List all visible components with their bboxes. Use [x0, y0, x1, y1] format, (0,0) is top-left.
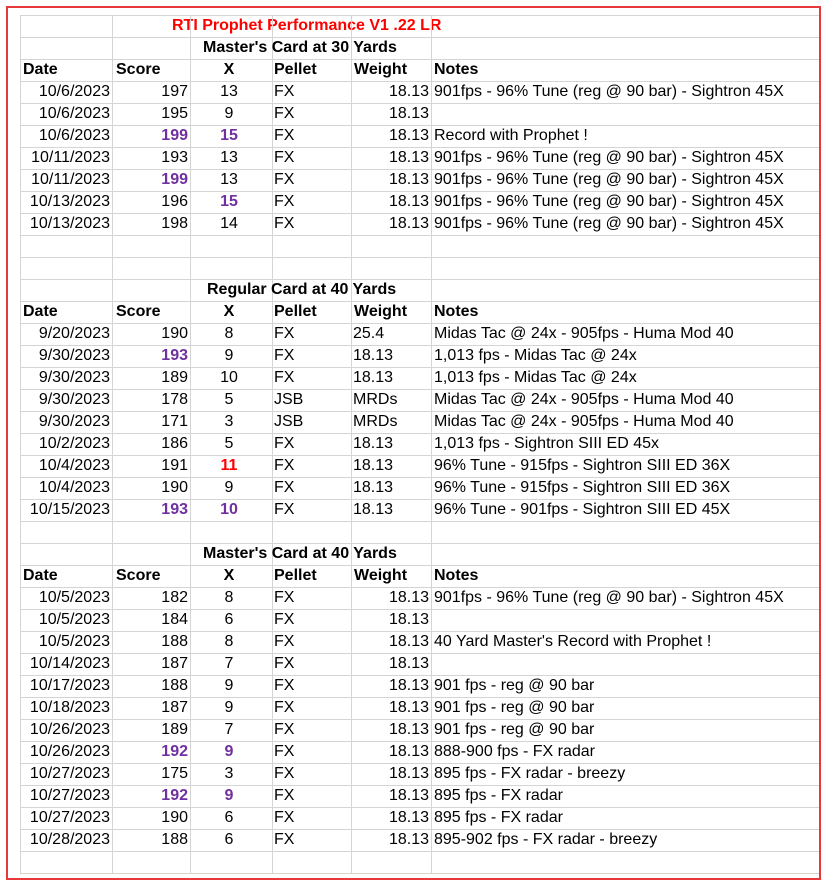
cell-weight[interactable]: 18.13 [388, 677, 429, 694]
cell-date[interactable]: 9/30/2023 [38, 369, 110, 386]
cell-x[interactable]: 10 [220, 369, 238, 386]
header-pellet: Pellet [274, 61, 317, 78]
cell-score[interactable]: 192 [161, 743, 188, 760]
table-row[interactable] [20, 433, 820, 455]
cell-date[interactable]: 9/30/2023 [38, 347, 110, 364]
cell-score[interactable]: 191 [161, 457, 188, 474]
cell-notes[interactable]: 901fps - 96% Tune (reg @ 90 bar) - Sightron 45X [434, 193, 784, 210]
cell-pellet[interactable]: FX [274, 369, 295, 386]
cell-score[interactable]: 189 [161, 369, 188, 386]
table-row[interactable] [20, 653, 820, 675]
cell-pellet[interactable]: FX [274, 347, 295, 364]
spreadsheet [20, 15, 820, 873]
cell-weight[interactable]: 18.13 [388, 611, 429, 628]
column-header-row [20, 565, 820, 587]
table-row[interactable] [20, 477, 820, 499]
cell-x[interactable]: 13 [220, 171, 238, 188]
table-row[interactable] [20, 829, 820, 851]
table-row[interactable] [20, 455, 820, 477]
cell-pellet[interactable]: FX [274, 633, 295, 650]
cell-score[interactable]: 195 [161, 105, 188, 122]
column-header-row [20, 59, 820, 81]
cell-x[interactable]: 7 [224, 655, 234, 672]
table-row[interactable] [20, 741, 820, 763]
cell-weight[interactable]: 18.13 [388, 809, 429, 826]
cell-weight[interactable]: 18.13 [388, 149, 429, 166]
cell-x[interactable]: 9 [224, 787, 234, 804]
header-notes: Notes [434, 303, 479, 320]
cell-notes[interactable]: 901 fps - reg @ 90 bar [434, 677, 595, 694]
table-row[interactable] [20, 631, 820, 653]
cell-weight[interactable]: 18.13 [388, 787, 429, 804]
cell-notes[interactable]: 901fps - 96% Tune (reg @ 90 bar) - Sightron 45X [434, 149, 784, 166]
cell-x[interactable]: 9 [224, 347, 234, 364]
header-notes: Notes [434, 567, 479, 584]
cell-notes[interactable]: Record with Prophet ! [434, 127, 588, 144]
table-row[interactable] [20, 147, 820, 169]
cell-notes[interactable]: 895-902 fps - FX radar - breezy [434, 831, 658, 848]
column-header-row [20, 301, 820, 323]
cell-weight[interactable]: 18.13 [353, 479, 394, 496]
section-title: Master's Card at 30 Yards [203, 39, 397, 56]
cell-pellet[interactable]: FX [274, 787, 295, 804]
cell-weight[interactable]: 18.13 [388, 171, 429, 188]
cell-score[interactable]: 190 [161, 809, 188, 826]
cell-weight[interactable]: 18.13 [388, 83, 429, 100]
cell-date[interactable]: 10/27/2023 [29, 765, 110, 782]
cell-notes[interactable]: 901fps - 96% Tune (reg @ 90 bar) - Sightron 45X [434, 171, 784, 188]
cell-pellet[interactable]: JSB [274, 391, 304, 408]
cell-x[interactable]: 9 [224, 699, 234, 716]
cell-x[interactable]: 15 [220, 127, 238, 144]
cell-x[interactable]: 8 [224, 589, 234, 606]
header-x: X [223, 567, 235, 584]
cell-date[interactable]: 10/5/2023 [38, 589, 110, 606]
cell-score[interactable]: 188 [161, 831, 188, 848]
cell-notes[interactable]: 96% Tune - 915fps - Sightron SIII ED 36X [434, 457, 731, 474]
header-date: Date [23, 567, 58, 584]
table-row[interactable] [20, 213, 820, 235]
cell-date[interactable]: 10/6/2023 [38, 83, 110, 100]
cell-date[interactable]: 10/4/2023 [38, 479, 110, 496]
cell-x[interactable]: 5 [224, 435, 234, 452]
table-row[interactable] [20, 345, 820, 367]
cell-date[interactable]: 10/5/2023 [38, 611, 110, 628]
header-pellet: Pellet [274, 567, 317, 584]
cell-x[interactable]: 6 [224, 611, 234, 628]
header-weight: Weight [354, 567, 408, 584]
table-row[interactable] [20, 125, 820, 147]
cell-weight[interactable]: 18.13 [388, 831, 429, 848]
cell-notes[interactable]: 895 fps - FX radar [434, 787, 563, 804]
cell-weight[interactable]: 18.13 [388, 215, 429, 232]
cell-weight[interactable]: 18.13 [388, 105, 429, 122]
cell-score[interactable]: 178 [161, 391, 188, 408]
cell-date[interactable]: 10/4/2023 [38, 457, 110, 474]
cell-x[interactable]: 9 [224, 479, 234, 496]
cell-weight[interactable]: MRDs [353, 391, 398, 408]
cell-pellet[interactable]: FX [274, 435, 295, 452]
cell-weight[interactable]: 25.4 [353, 325, 385, 342]
header-date: Date [23, 303, 58, 320]
table-row[interactable] [20, 323, 820, 345]
cell-pellet[interactable]: FX [274, 765, 295, 782]
cell-score[interactable]: 188 [161, 677, 188, 694]
cell-weight[interactable]: 18.13 [388, 721, 429, 738]
cell-notes[interactable]: 96% Tune - 915fps - Sightron SIII ED 36X [434, 479, 731, 496]
table-row[interactable] [20, 719, 820, 741]
cell-x[interactable]: 6 [224, 831, 234, 848]
header-x: X [223, 61, 235, 78]
cell-x[interactable]: 9 [224, 743, 234, 760]
cell-notes[interactable]: 895 fps - FX radar [434, 809, 563, 826]
cell-x[interactable]: 9 [224, 677, 234, 694]
cell-weight[interactable]: 18.13 [388, 633, 429, 650]
table-row[interactable] [20, 675, 820, 697]
cell-date[interactable]: 9/30/2023 [38, 413, 110, 430]
cell-date[interactable]: 10/6/2023 [38, 105, 110, 122]
grid-row-line [20, 521, 820, 522]
cell-x[interactable]: 6 [224, 809, 234, 826]
cell-pellet[interactable]: FX [274, 809, 295, 826]
cell-date[interactable]: 10/27/2023 [29, 809, 110, 826]
grid-row-line [20, 851, 820, 852]
cell-date[interactable]: 10/15/2023 [29, 501, 110, 518]
cell-score[interactable]: 187 [161, 655, 188, 672]
cell-pellet[interactable]: FX [274, 479, 295, 496]
cell-score[interactable]: 190 [161, 479, 188, 496]
grid-row-line [20, 279, 820, 280]
cell-pellet[interactable]: FX [274, 655, 295, 672]
grid-row-line [20, 37, 820, 38]
table-row[interactable] [20, 807, 820, 829]
cell-pellet[interactable]: FX [274, 831, 295, 848]
cell-date[interactable]: 10/14/2023 [29, 655, 110, 672]
cell-weight[interactable]: 18.13 [388, 743, 429, 760]
cell-x[interactable]: 8 [224, 325, 234, 342]
cell-x[interactable]: 13 [220, 83, 238, 100]
table-row[interactable] [20, 763, 820, 785]
cell-notes[interactable]: 901 fps - reg @ 90 bar [434, 721, 595, 738]
cell-pellet[interactable]: FX [274, 325, 295, 342]
cell-score[interactable]: 193 [161, 501, 188, 518]
grid-row-line [20, 235, 820, 236]
cell-date[interactable]: 10/2/2023 [38, 435, 110, 452]
cell-score[interactable]: 199 [161, 171, 188, 188]
cell-pellet[interactable]: FX [274, 215, 295, 232]
cell-score[interactable]: 197 [161, 83, 188, 100]
table-row[interactable] [20, 609, 820, 631]
cell-date[interactable]: 10/5/2023 [38, 633, 110, 650]
cell-notes[interactable]: Midas Tac @ 24x - 905fps - Huma Mod 40 [434, 325, 734, 342]
cell-x[interactable]: 13 [220, 149, 238, 166]
table-row[interactable] [20, 785, 820, 807]
cell-pellet[interactable]: FX [274, 83, 295, 100]
cell-pellet[interactable]: FX [274, 127, 295, 144]
table-row[interactable] [20, 191, 820, 213]
cell-x[interactable]: 9 [224, 105, 234, 122]
cell-score[interactable]: 193 [161, 347, 188, 364]
grid-column-line [820, 15, 821, 873]
table-row[interactable] [20, 697, 820, 719]
header-weight: Weight [354, 303, 408, 320]
cell-weight[interactable]: 18.13 [388, 765, 429, 782]
table-row[interactable] [20, 411, 820, 433]
cell-date[interactable]: 10/11/2023 [31, 171, 110, 188]
cell-score[interactable]: 192 [161, 787, 188, 804]
cell-weight[interactable]: 18.13 [353, 457, 394, 474]
cell-score[interactable]: 187 [161, 699, 188, 716]
cell-x[interactable]: 15 [220, 193, 238, 210]
cell-weight[interactable]: 18.13 [388, 127, 429, 144]
cell-weight[interactable]: 18.13 [353, 501, 394, 518]
header-date: Date [23, 61, 58, 78]
cell-date[interactable]: 10/17/2023 [29, 677, 110, 694]
cell-pellet[interactable]: FX [274, 743, 295, 760]
cell-notes[interactable]: 901 fps - reg @ 90 bar [434, 699, 595, 716]
cell-score[interactable]: 198 [161, 215, 188, 232]
cell-weight[interactable]: 18.13 [388, 193, 429, 210]
cell-x[interactable]: 14 [220, 215, 238, 232]
cell-weight[interactable]: 18.13 [388, 699, 429, 716]
cell-weight[interactable]: MRDs [353, 413, 398, 430]
cell-score[interactable]: 193 [161, 149, 188, 166]
cell-weight[interactable]: 18.13 [353, 347, 394, 364]
cell-notes[interactable]: 96% Tune - 901fps - Sightron SIII ED 45X [434, 501, 731, 518]
table-row[interactable] [20, 389, 820, 411]
cell-notes[interactable]: 901fps - 96% Tune (reg @ 90 bar) - Sightron 45X [434, 215, 784, 232]
cell-score[interactable]: 189 [161, 721, 188, 738]
cell-x[interactable]: 3 [224, 765, 234, 782]
cell-pellet[interactable]: FX [274, 457, 295, 474]
cell-score[interactable]: 190 [161, 325, 188, 342]
cell-notes[interactable]: 895 fps - FX radar - breezy [434, 765, 626, 782]
table-row[interactable] [20, 103, 820, 125]
grid-row-line [20, 15, 820, 16]
sheet-title: RTI Prophet Performance V1 .22 LR [172, 17, 442, 34]
cell-score[interactable]: 175 [161, 765, 188, 782]
cell-date[interactable]: 10/6/2023 [38, 127, 110, 144]
cell-x[interactable]: 3 [224, 413, 234, 430]
table-row[interactable] [20, 499, 820, 521]
cell-notes[interactable]: 1,013 fps - Midas Tac @ 24x [434, 347, 637, 364]
cell-score[interactable]: 186 [161, 435, 188, 452]
cell-pellet[interactable]: FX [274, 501, 295, 518]
cell-pellet[interactable]: FX [274, 149, 295, 166]
header-x: X [223, 303, 235, 320]
cell-date[interactable]: 10/28/2023 [29, 831, 110, 848]
cell-date[interactable]: 9/30/2023 [38, 391, 110, 408]
cell-score[interactable]: 184 [161, 611, 188, 628]
cell-date[interactable]: 10/13/2023 [29, 215, 110, 232]
header-notes: Notes [434, 61, 479, 78]
cell-notes[interactable]: 40 Yard Master's Record with Prophet ! [434, 633, 712, 650]
cell-notes[interactable]: Midas Tac @ 24x - 905fps - Huma Mod 40 [434, 413, 734, 430]
cell-score[interactable]: 196 [161, 193, 188, 210]
cell-weight[interactable]: 18.13 [388, 655, 429, 672]
cell-date[interactable]: 10/27/2023 [29, 787, 110, 804]
header-pellet: Pellet [274, 303, 317, 320]
cell-score[interactable]: 188 [161, 633, 188, 650]
cell-pellet[interactable]: FX [274, 677, 295, 694]
cell-score[interactable]: 199 [161, 127, 188, 144]
cell-pellet[interactable]: FX [274, 721, 295, 738]
cell-x[interactable]: 8 [224, 633, 234, 650]
cell-x[interactable]: 10 [220, 501, 238, 518]
cell-pellet[interactable]: FX [274, 193, 295, 210]
cell-score[interactable]: 171 [161, 413, 188, 430]
cell-x[interactable]: 11 [220, 457, 238, 474]
cell-weight[interactable]: 18.13 [353, 369, 394, 386]
cell-notes[interactable]: 1,013 fps - Midas Tac @ 24x [434, 369, 637, 386]
cell-date[interactable]: 10/13/2023 [29, 193, 110, 210]
cell-weight[interactable]: 18.13 [388, 589, 429, 606]
table-row[interactable] [20, 367, 820, 389]
cell-notes[interactable]: 888-900 fps - FX radar [434, 743, 595, 760]
table-row[interactable] [20, 169, 820, 191]
header-score: Score [116, 303, 161, 320]
cell-pellet[interactable]: FX [274, 611, 295, 628]
cell-date[interactable]: 10/11/2023 [31, 149, 110, 166]
cell-pellet[interactable]: FX [274, 699, 295, 716]
header-score: Score [116, 61, 161, 78]
header-score: Score [116, 567, 161, 584]
header-weight: Weight [354, 61, 408, 78]
cell-x[interactable]: 7 [224, 721, 234, 738]
cell-pellet[interactable]: FX [274, 105, 295, 122]
cell-weight[interactable]: 18.13 [353, 435, 394, 452]
cell-pellet[interactable]: JSB [274, 413, 304, 430]
cell-date[interactable]: 10/18/2023 [29, 699, 110, 716]
cell-date[interactable]: 10/26/2023 [29, 721, 110, 738]
grid-row-line [20, 543, 820, 544]
section-title: Master's Card at 40 Yards [203, 545, 397, 562]
cell-date[interactable]: 10/26/2023 [29, 743, 110, 760]
cell-date[interactable]: 9/20/2023 [38, 325, 110, 342]
cell-pellet[interactable]: FX [274, 589, 295, 606]
cell-x[interactable]: 5 [224, 391, 234, 408]
cell-notes[interactable]: 901fps - 96% Tune (reg @ 90 bar) - Sightron 45X [434, 83, 784, 100]
grid-row-line [20, 873, 820, 874]
cell-notes[interactable]: 1,013 fps - Sightron SIII ED 45x [434, 435, 660, 452]
cell-notes[interactable]: Midas Tac @ 24x - 905fps - Huma Mod 40 [434, 391, 734, 408]
table-row[interactable] [20, 587, 820, 609]
cell-pellet[interactable]: FX [274, 171, 295, 188]
section-title: Regular Card at 40 Yards [207, 281, 397, 298]
grid-row-line [20, 257, 820, 258]
cell-score[interactable]: 182 [161, 589, 188, 606]
table-row[interactable] [20, 81, 820, 103]
cell-notes[interactable]: 901fps - 96% Tune (reg @ 90 bar) - Sightron 45X [434, 589, 784, 606]
